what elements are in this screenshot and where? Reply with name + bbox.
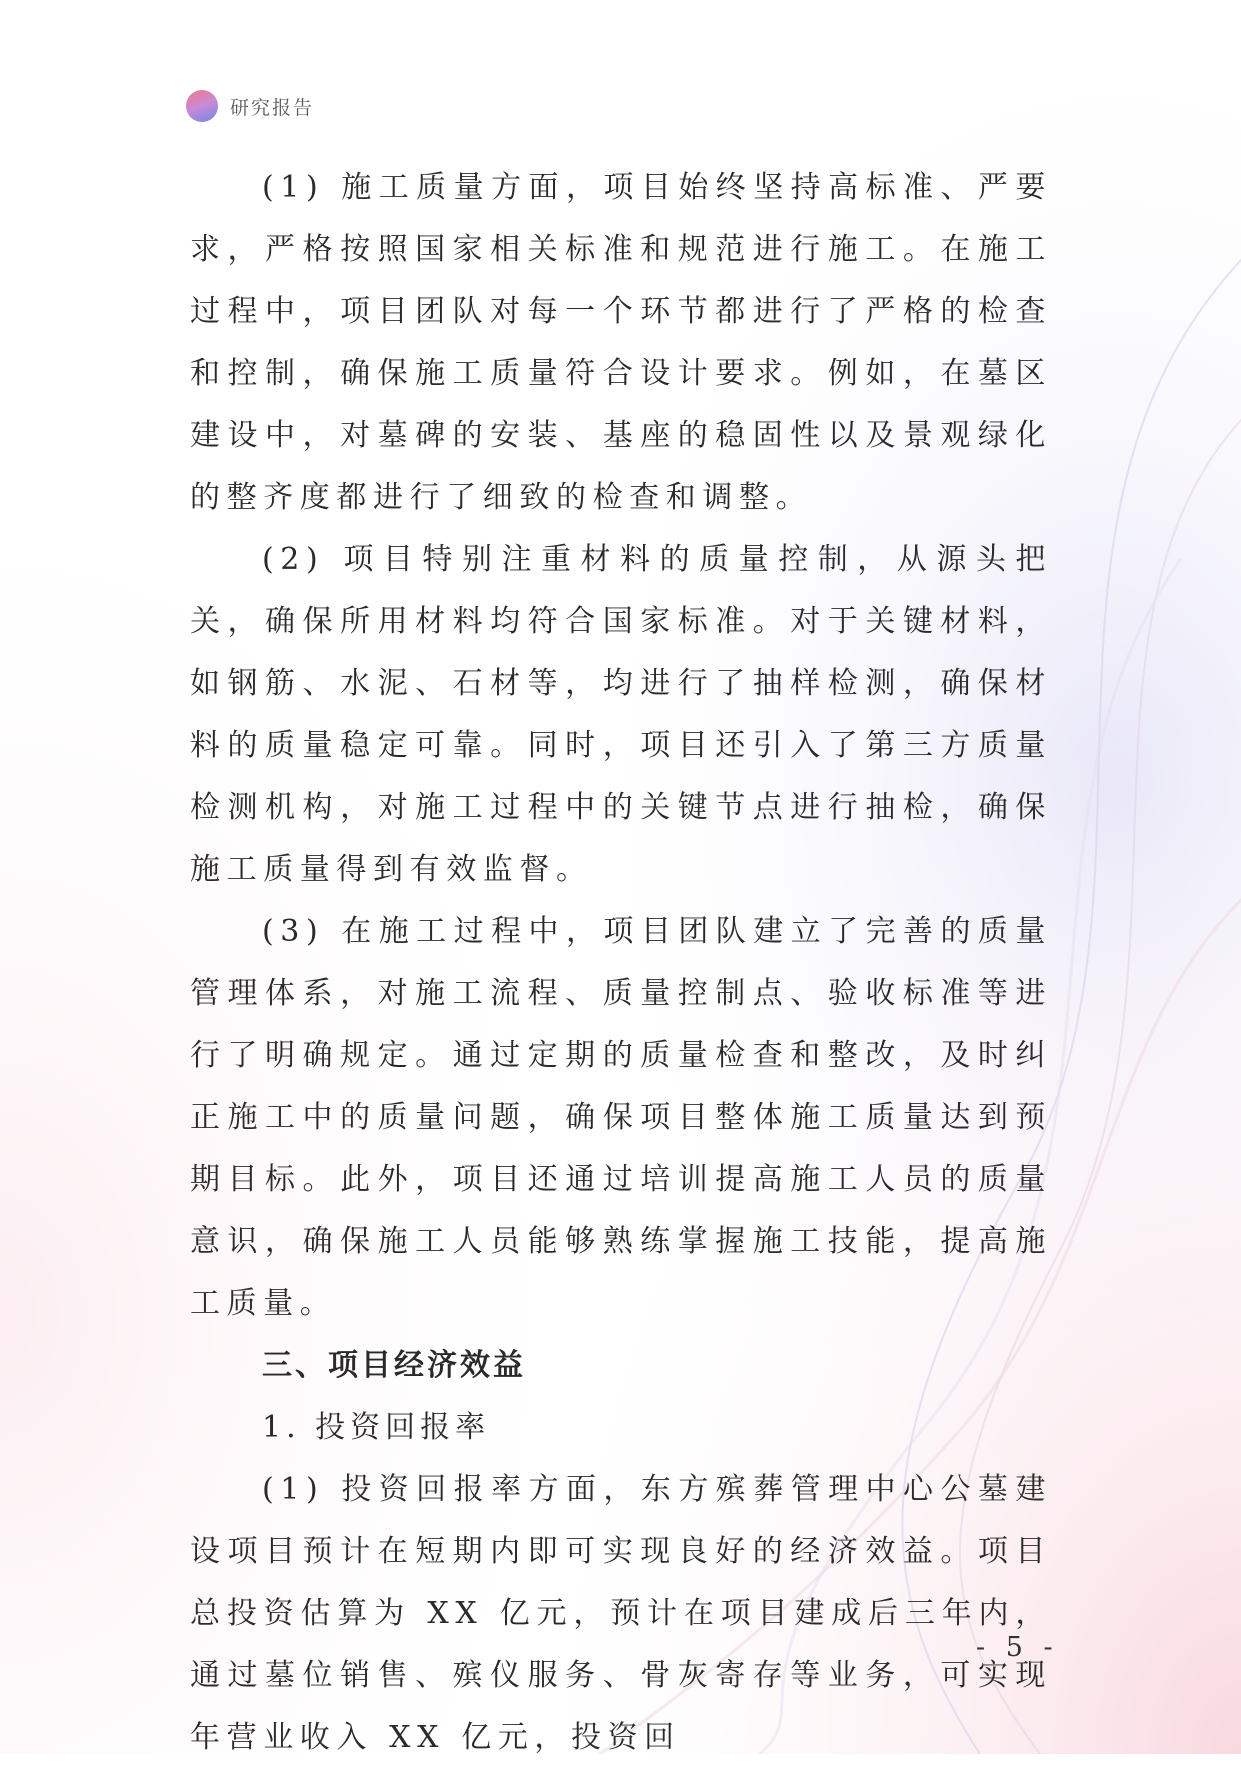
paragraph-1: (1) 施工质量方面，项目始终坚持高标准、严要求，严格按照国家相关标准和规范进行施工。在施工过程中，项目团队对每一个环节都进行了严格的检查和控制，确保施工质量符合设计要求。例如，在墓区建设中，对墓碑的安装、基座的稳固性以及景观绿化的整齐度都进行了细致的检查和调整。: [190, 170, 1052, 515]
page-number: - 5 -: [976, 1632, 1059, 1663]
report-header: [186, 88, 314, 124]
paragraph-3: (3) 在施工过程中，项目团队建立了完善的质量管理体系，对施工流程、质量控制点、验收标准等进行了明确规定。通过定期的质量检查和整改，及时纠正施工中的质量问题，确保项目整体施工质量达到预期目标。此外，项目还通过培训提高施工人员的质量意识，确保施工人员能够熟练掌握施工技能，提高施工质量。: [190, 914, 1052, 1321]
header-label: 研究报告: [230, 96, 315, 119]
paragraph-2: (2) 项目特别注重材料的质量控制，从源头把关，确保所用材料均符合国家标准。对于关键材料，如钢筋、水泥、石材等，均进行了抽样检测，确保材料的质量稳定可靠。同时，项目还引入了第三方质量检测机构，对施工过程中的关键节点进行抽检，确保施工质量得到有效监督。: [190, 542, 1052, 887]
document-body: [190, 157, 1052, 1769]
subsection-heading: 1. 投资回报率: [262, 1410, 491, 1445]
logo-circle-icon: [186, 90, 218, 122]
section-heading: 三、项目经济效益: [262, 1348, 526, 1383]
paragraph-4: (1) 投资回报率方面，东方殡葬管理中心公墓建设项目预计在短期内即可实现良好的经济效益。项目总投资估算为 XX 亿元，预计在项目建成后三年内，通过墓位销售、殡仪服务、骨灰寄存等业务，可实现年营业收入 XX 亿元，投资回: [190, 1472, 1052, 1755]
